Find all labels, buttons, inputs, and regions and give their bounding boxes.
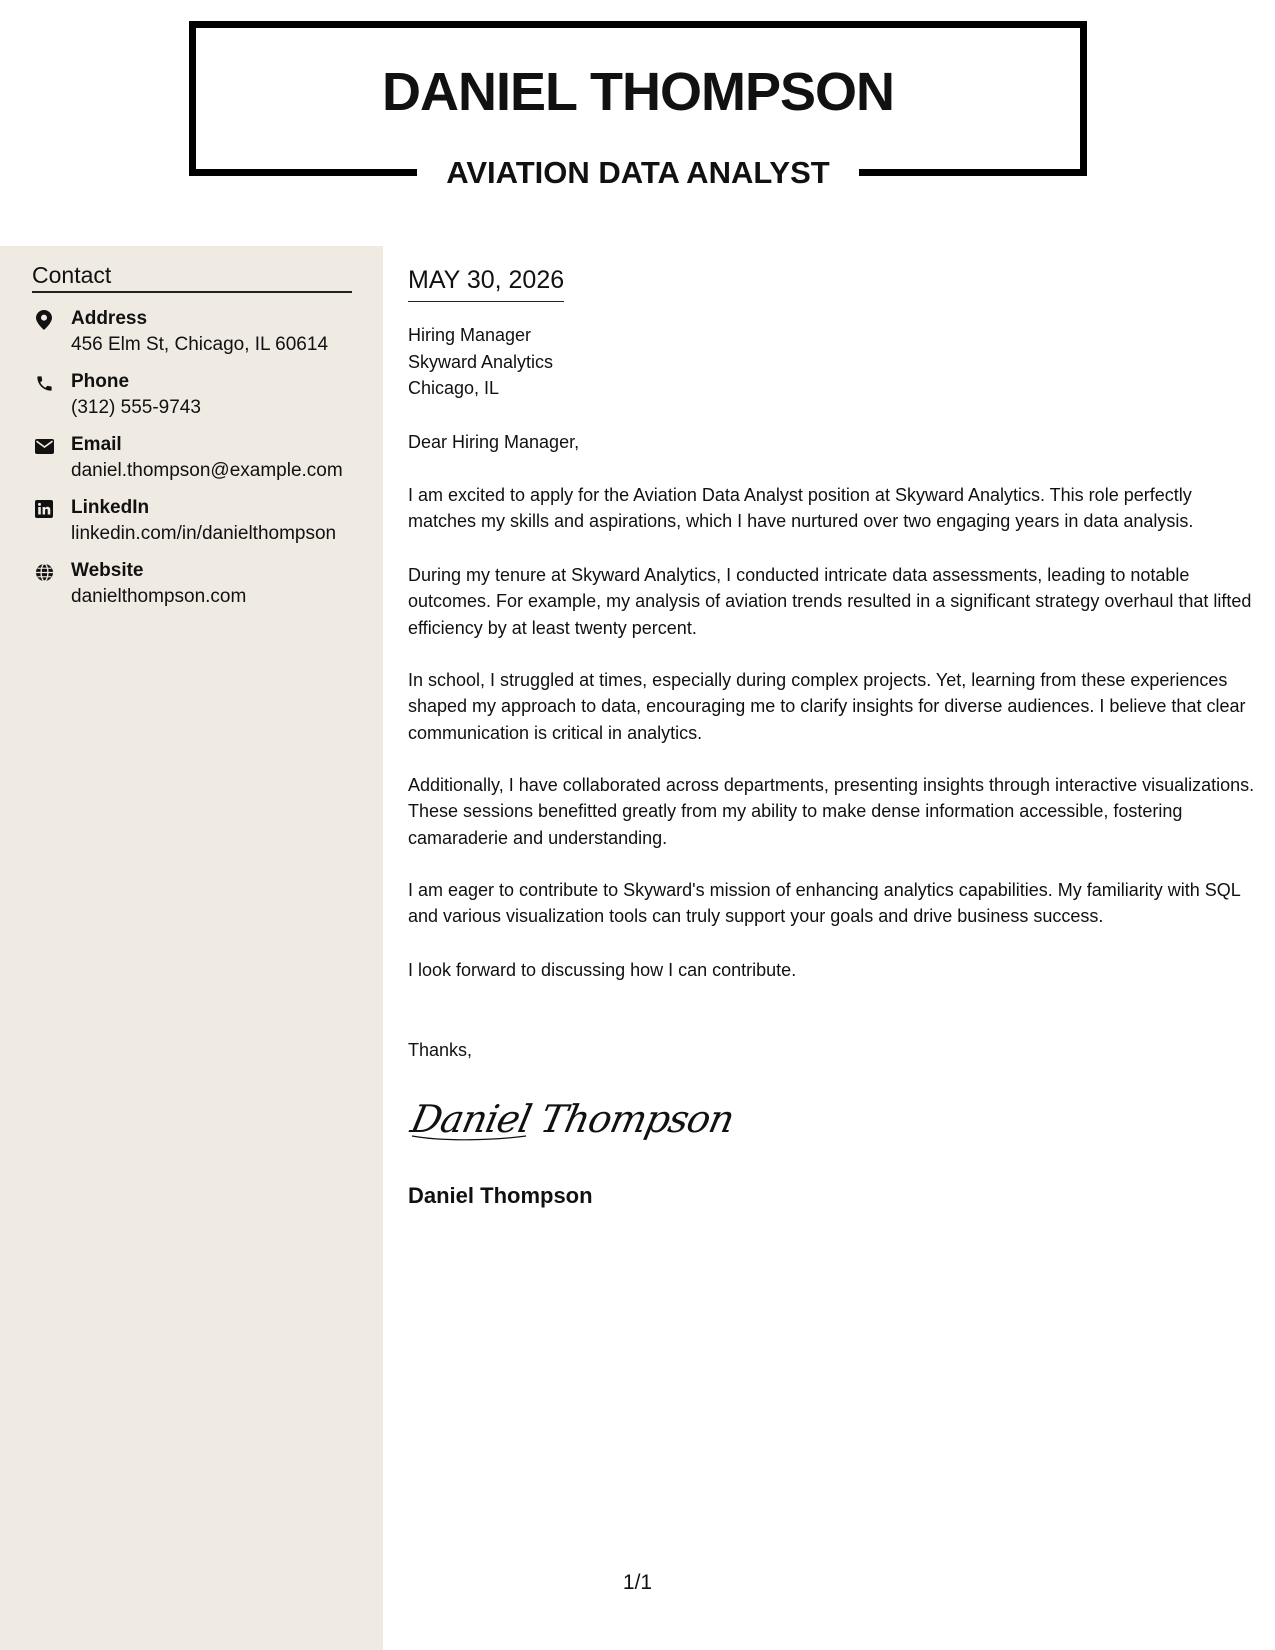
contact-label: Website [71, 560, 144, 581]
letter-date: MAY 30, 2026 [408, 263, 564, 302]
contact-label: Phone [71, 371, 130, 392]
envelope-icon [34, 436, 54, 456]
handwritten-signature [406, 1090, 738, 1151]
recipient-company: Skyward Analytics [408, 351, 554, 372]
signer-name: Daniel Thompson [408, 1183, 593, 1208]
contact-value: (312) 555-9743 [71, 397, 201, 418]
body-paragraph: Additionally, I have collaborated across departments, presenting insights through interactive visualizations. These sessions benefitted greatly from my ability to make dense information accessible, fostering camaraderie and understanding. [408, 775, 1255, 848]
applicant-name: DANIEL THOMPSON [381, 62, 895, 122]
contact-value: daniel.thompson@example.com [71, 460, 343, 481]
body-paragraph: In school, I struggled at times, especially during complex projects. Yet, learning from these experiences shaped my approach to data, encouraging me to clarify insights for diverse audiences. I believe that clear communication is critical in analytics. [408, 670, 1246, 743]
contact-label: Address [71, 308, 148, 329]
contact-label: Email [71, 434, 122, 455]
sidebar [0, 246, 383, 1650]
phone-icon [34, 373, 54, 393]
linkedin-icon [34, 499, 54, 519]
contact-value: linkedin.com/in/danielthompson [71, 523, 337, 544]
recipient-location: Chicago, IL [408, 378, 500, 398]
contact-label: LinkedIn [71, 497, 150, 518]
header-frame-bottom-right [859, 169, 1087, 176]
closing: Thanks, [408, 1040, 473, 1060]
recipient-block [408, 322, 553, 402]
map-pin-icon [34, 310, 54, 330]
body-paragraph: I am excited to apply for the Aviation Data Analyst position at Skyward Analytics. This role perfectly matches my skills and aspirations, which I have nurtured over two engaging years in data analysis. [408, 485, 1194, 532]
contact-heading: Contact [32, 260, 352, 293]
page-number: 1/1 [622, 1571, 653, 1594]
contact-value: 456 Elm St, Chicago, IL 60614 [71, 334, 329, 355]
svg-text:Daniel Thompson: Daniel Thompson [406, 1097, 738, 1142]
globe-icon [34, 562, 54, 582]
body-paragraph: I am eager to contribute to Skyward's mission of enhancing analytics capabilities. My familiarity with SQL and various visualization tools can truly support your goals and drive business success. [408, 880, 1241, 927]
contact-value: danielthompson.com [71, 586, 247, 607]
header-frame-bottom-left [189, 169, 417, 176]
job-title: AVIATION DATA ANALYST [446, 155, 830, 190]
body-paragraph: I look forward to discussing how I can contribute. [408, 960, 797, 980]
recipient-title: Hiring Manager [408, 325, 532, 345]
body-paragraph: During my tenure at Skyward Analytics, I conducted intricate data assessments, leading to notable outcomes. For example, my analysis of aviation trends resulted in a significant strategy overhaul that lifted efficiency by at least twenty percent. [408, 565, 1252, 638]
salutation: Dear Hiring Manager, [408, 432, 580, 452]
